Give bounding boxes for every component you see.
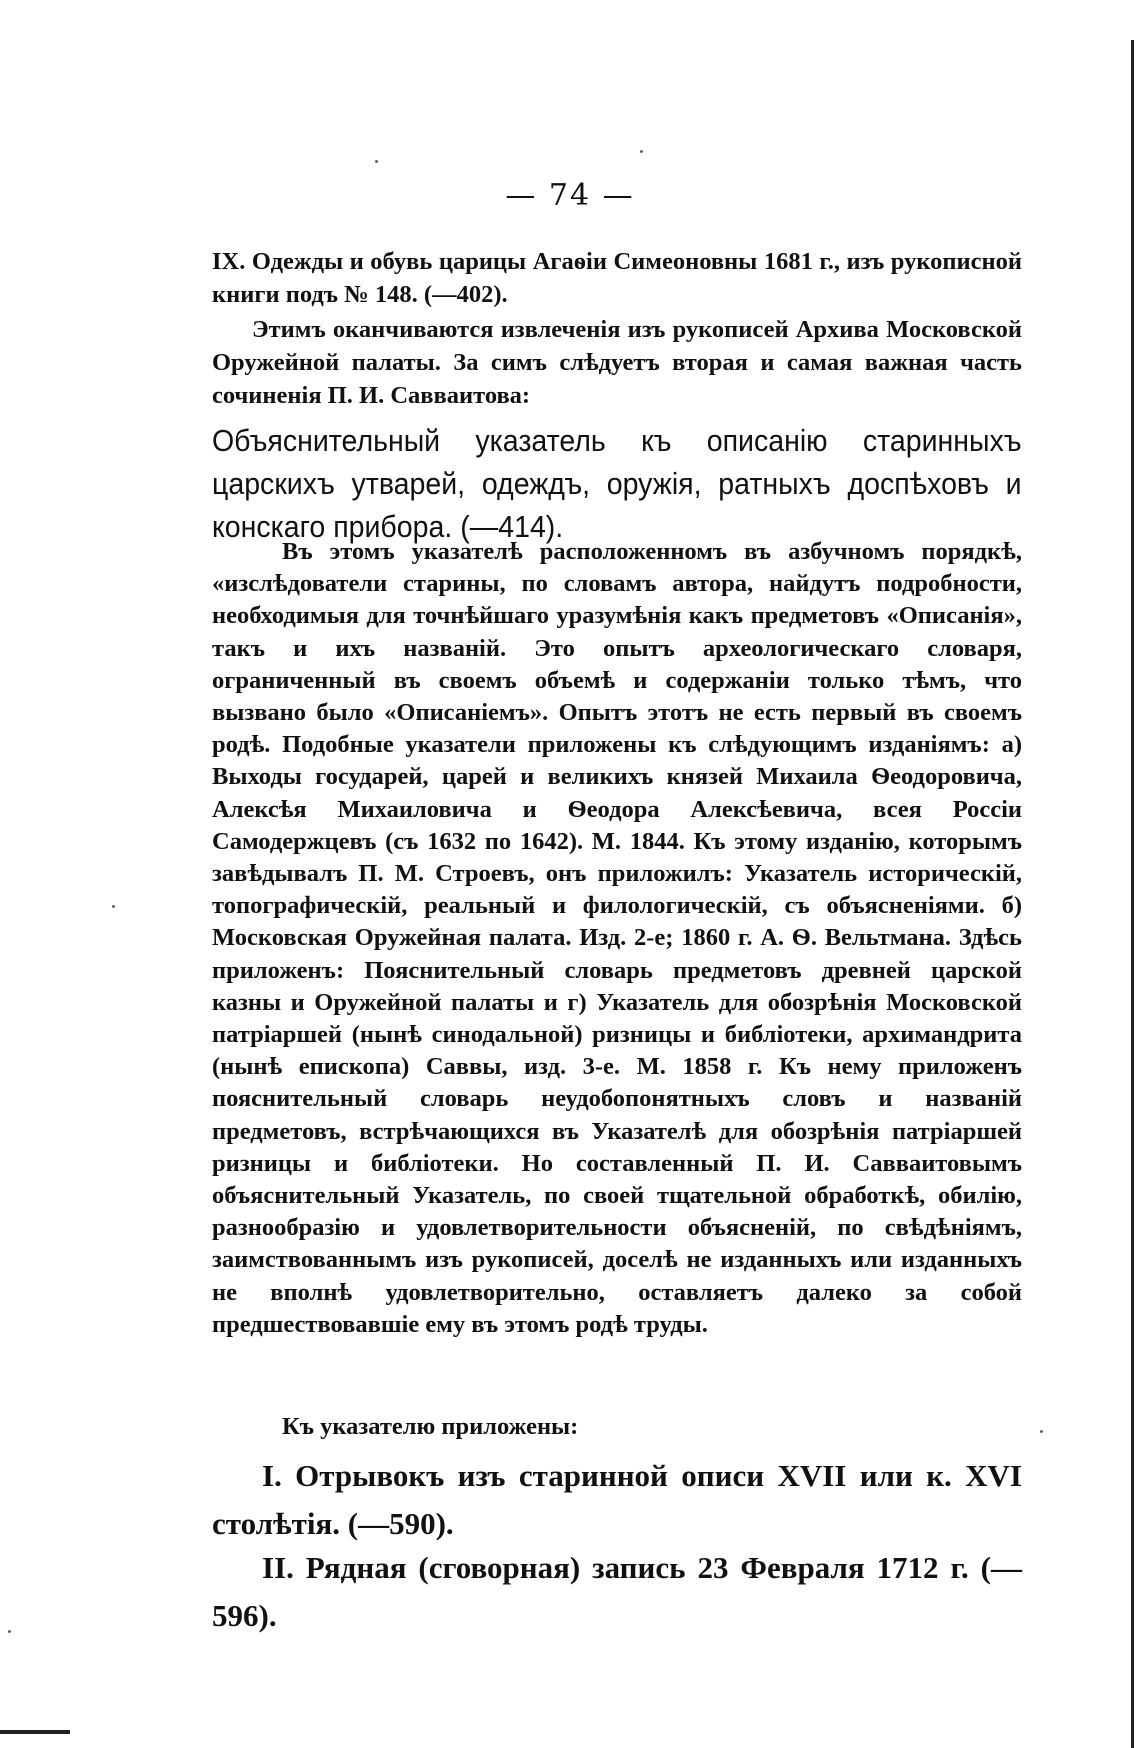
appendix-intro: Къ указателю приложены:	[282, 1413, 579, 1440]
page-number: — 74 —	[505, 178, 635, 213]
scan-edge-gap	[1128, 0, 1136, 40]
section-heading-text: Объяснительный указатель къ описанію старинныхъ царскихъ утварей, одеждъ, оружія, ратныхъ доспѣховъ и конскаго прибора. (—414).	[212, 423, 1022, 544]
body-paragraph: Въ этомъ указателѣ расположенномъ въ азбучномъ порядкѣ, «изслѣдователи старины, по словамъ автора, найдутъ подробности, необходимыя для точнѣйшаго уразумѣнія какъ предметовъ «Описанія», такъ и ихъ названій. Это опытъ археологическаго словаря, ограниченный въ своемъ объемѣ и содержаніи только тѣмъ, что вызвано было «Описаніемъ». Опытъ этотъ не есть первый въ своемъ родѣ. Подобные указатели приложены къ слѣдующимъ изданіямъ: а) Выходы государей, царей и великихъ князей Михаила Ѳеодоровича, Алексѣя Михаиловича и Ѳеодора Алексѣевича, всея Россіи Самодержцевъ (съ 1632 по 1642). М. 1844. Къ этому изданію, которымъ завѣдывалъ П. М. Строевъ, онъ приложилъ: Указатель историческій, топографическій, реальный и филологическій, съ объясненіями. б) Московская Оружейная палата. Изд. 2-е; 1860 г. А. Ѳ. Вельтмана. Здѣсь приложенъ: Пояснительный словарь предметовъ древней царской казны и Оружейной палаты и г) Указатель для обозрѣнія Московской патріаршей (нынѣ синодальной) ризницы и библіотеки, архимандрита (нынѣ епископа) Саввы, изд. 3-е. М. 1858 г. Къ нему приложенъ пояснительный словарь неудобопонятныхъ словъ и названій предметовъ, встрѣчающихся въ Указателѣ для обозрѣнія патріаршей ризницы и библіотеки. Но составленный П. И. Савваитовымъ объяснительный Указатель, по своей тщательной обработкѣ, обилію, разнообразію и удовлетворительности объясненій, по свѣдѣніямъ, заимствованнымъ изъ рукописей, доселѣ не изданныхъ или изданныхъ не вполнѣ удовлетворительно, оставляетъ далеко за собой предшествовавшіе ему въ этомъ родѣ труды.	[212, 538, 1022, 1338]
appendix-item-2: II. Рядная (сговорная) запись 23 Февраля 1712 г. (—596).	[212, 1550, 1022, 1633]
scan-speck	[8, 1630, 11, 1633]
scan-corner-mark	[0, 1730, 70, 1734]
scan-speck	[640, 150, 643, 153]
section-heading	[212, 419, 1022, 548]
section-ix-entry: IX. Одежды и обувь царицы Агаѳіи Симеоновны 1681 г., изъ рукописной книги подъ № 148. (—402).	[212, 248, 1022, 308]
scan-speck	[375, 160, 378, 163]
scan-speck	[112, 905, 115, 908]
scan-edge-rule	[1131, 0, 1134, 1748]
appendix-item-1: I. Отрывокъ изъ старинной описи XVII или к. XVI столѣтія. (—590).	[212, 1458, 1022, 1541]
closing-note: Этимъ оканчиваются извлеченія изъ рукописей Архива Московской Оружейной палаты. За симъ слѣдуетъ вторая и самая важная часть сочиненія П. И. Савваитова:	[212, 316, 1022, 409]
scan-speck	[1040, 1430, 1043, 1433]
